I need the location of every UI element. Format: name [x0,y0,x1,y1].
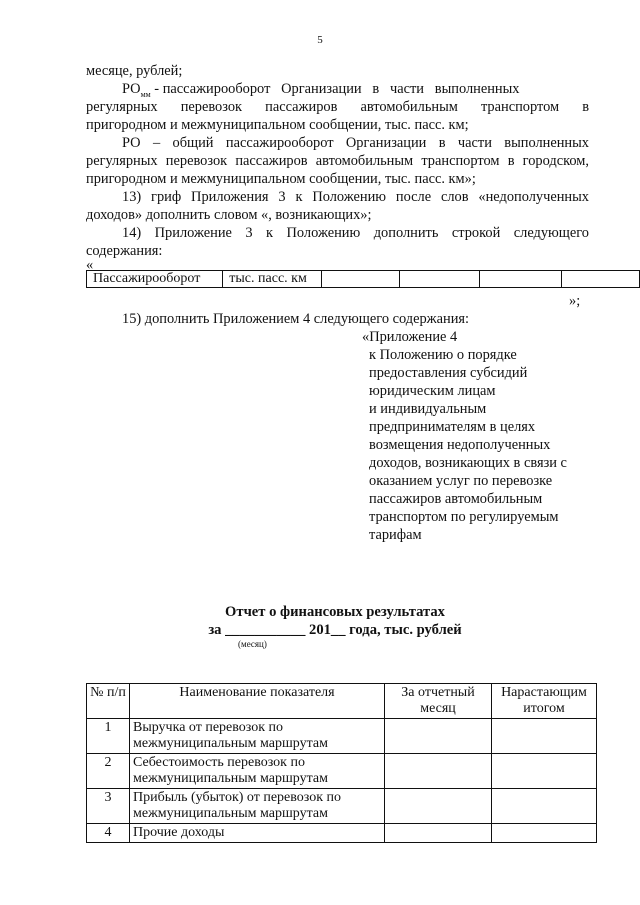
ro-subscript: мм [140,89,151,99]
text-line: РО – общий пассажирооборот Организации в части выполненных [122,135,589,151]
row-name: Прочие доходы [130,824,385,843]
table-row [87,754,597,789]
row-num: 3 [87,789,130,824]
table-cell [399,271,479,288]
text-line: 13) гриф Приложения 3 к Положению после слов «недополученных [122,189,589,205]
text-line: пригородном и межмуниципальном сообщении, тыс. пасс. км; [86,117,469,133]
row-month-value [385,754,492,789]
report-subtitle: за ___________ 201__ года, тыс. рублей [208,622,462,638]
table-row [87,271,640,288]
table-header-row [87,684,597,719]
row-name: Себестоимость перевозок по межмуниципальным маршрутам [130,754,385,789]
row-total-value [492,789,597,824]
row-num: 4 [87,824,130,843]
stamp-line: доходов, возникающих в связи с [369,455,567,471]
text-line: месяце, рублей; [86,63,183,79]
inline-table [86,270,640,288]
row-num: 2 [87,754,130,789]
text-line: доходов» дополнить словом «, возникающих»; [86,207,372,223]
table-cell: тыс. пасс. км [223,271,322,288]
text-line: 15) дополнить Приложением 4 следующего содержания: [122,311,470,327]
close-quote: »; [569,293,581,309]
row-total-value [492,719,597,754]
open-quote: « [86,257,94,273]
approval-stamp-body [369,346,567,544]
table-cell: Пассажирооборот [87,271,223,288]
row-total-value [492,754,597,789]
row-num: 1 [87,719,130,754]
month-hint: (месяц) [238,639,267,649]
table-cell [561,271,639,288]
table-cell [321,271,399,288]
stamp-line: возмещения недополученных [369,437,551,453]
stamp-line: к Положению о порядке [369,347,517,363]
text-line: содержания: [86,243,163,259]
stamp-line: пассажиров автомобильным [369,491,543,507]
text-line: регулярных перевозок пассажиров автомобильным транспортом в [86,99,589,115]
stamp-line: предоставления субсидий [369,365,528,381]
stamp-line: и индивидуальным [369,401,487,417]
row-month-value [385,719,492,754]
row-month-value [385,824,492,843]
row-total-value [492,824,597,843]
approval-stamp [362,328,457,346]
ro-definition: - пассажирооборот Организации в части выполненных [150,81,520,97]
text-line: 14) Приложение 3 к Положению дополнить строкой следующего [122,225,589,241]
stamp-line: юридическим лицам [369,383,496,399]
stamp-line: «Приложение 4 [362,329,458,345]
ro-symbol: РО [122,81,141,97]
stamp-line: предпринимателям в целях [369,419,536,435]
stamp-line: тарифам [369,527,422,543]
stamp-line: транспортом по регулируемым [369,509,559,525]
row-month-value [385,789,492,824]
table-cell [479,271,561,288]
row-name: Выручка от перевозок по межмуниципальным маршрутам [130,719,385,754]
report-table [86,683,597,843]
header-total: Нарастающим итогом [492,684,597,719]
text-line: регулярных перевозок пассажиров автомобильным транспортом в городском, [86,153,589,169]
page-number: 5 [317,34,323,46]
text-line: пригородном и межмуниципальном сообщении, тыс. пасс. км»; [86,171,476,187]
header-name: Наименование показателя [130,684,385,719]
table-row [87,789,597,824]
header-num: № п/п [87,684,130,719]
report-title: Отчет о финансовых результатах [225,604,445,620]
stamp-line: оказанием услуг по перевозке [369,473,553,489]
table-row [87,719,597,754]
header-month: За отчетный месяц [385,684,492,719]
table-row [87,824,597,843]
row-name: Прибыль (убыток) от перевозок по межмуниципальным маршрутам [130,789,385,824]
